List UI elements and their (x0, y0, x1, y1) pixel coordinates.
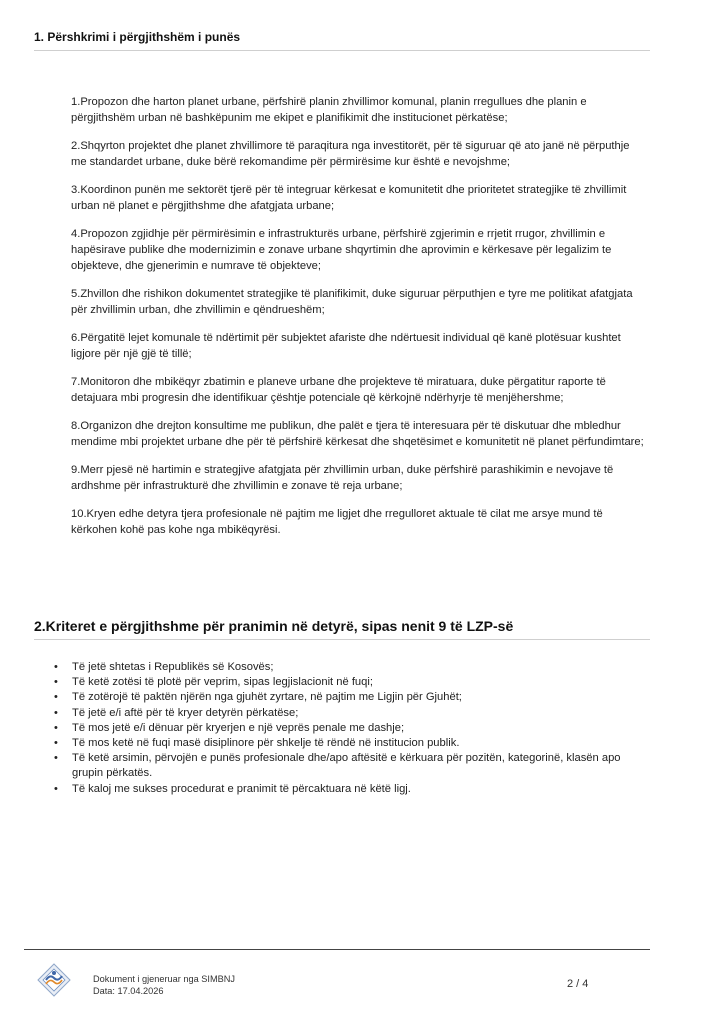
duty-item: 1.Propozon dhe harton planet urbane, përfshirë planin zhvillimor komunal, planin rregullues dhe planin e përgjithshëm urban në bashkëpunim me ekipet e planifikimit dhe institucionet përkatëse; (71, 96, 587, 124)
simbnj-logo-icon (36, 962, 72, 998)
duty-item: 3.Koordinon punën me sektorët tjerë për të integruar kërkesat e komunitetit dhe prioritetet strategjike të zhvillimit urban në planet e përgjithshme dhe afatgjata urbane; (71, 184, 627, 212)
criteria-item: • Të ketë zotësi të plotë për veprim, sipas legjislacionit në fuqi; (54, 675, 650, 690)
duty-item: 6.Përgatitë lejet komunale të ndërtimit për subjektet afariste dhe ndërtuesit individual që kanë plotësuar kushtet ligjore për një gjë të tillë; (71, 332, 621, 360)
section-1-title: 1. Përshkrimi i përgjithshëm i punës (34, 30, 241, 44)
criteria-item: • Të kaloj me sukses procedurat e pranimit të përcaktuara në këtë ligj. (54, 782, 650, 797)
duty-item: 5.Zhvillon dhe rishikon dokumentet strategjike të planifikimit, duke siguruar përputhjen e tyre me politikat afatgjata për zhvillimin urban, dhe zhvillimin e qëndrueshëm; (71, 288, 633, 316)
footer-divider (24, 949, 650, 950)
footer-generated-by: Dokument i gjeneruar nga SIMBNJ (93, 974, 235, 984)
footer-info (93, 973, 235, 997)
duty-item: 10.Kryen edhe detyra tjera profesionale në pajtim me ligjet dhe rregulloret aktuale të cilat me arsye mund të kërkohen kohë pas kohe nga mbikëqyrësi. (71, 508, 603, 536)
criteria-list (54, 660, 650, 797)
criteria-item: • Të zotërojë të paktën njërën nga gjuhët zyrtare, në pajtim me Ligjin për Gjuhët; (54, 690, 650, 705)
section-2-header (34, 618, 650, 640)
duty-item: 4.Propozon zgjidhje për përmirësimin e infrastrukturës urbane, përfshirë zgjerimin e rrjetit rrugor, zhvillimin e hapësirave publike dhe modernizimin e zonave urbane shqyrtimin dhe aprovimin e kërkesave për legalizim te objekteve, dhe gjenerimin e numrave të objekteve; (71, 228, 612, 272)
section-2-title: 2.Kriteret e përgjithshme për pranimin në detyrë, sipas nenit 9 të LZP-së (34, 618, 514, 634)
duty-item: 9.Merr pjesë në hartimin e strategjive afatgjata për zhvillimin urban, duke përfshirë parashikimin e nevojave të ardhshme për infrastrukturë dhe zhvillimin e zonave të reja urbane; (71, 464, 614, 492)
criteria-item: • Të mos ketë në fuqi masë disiplinore për shkelje të rëndë në institucion publik. (54, 736, 650, 751)
duty-item: 2.Shqyrton projektet dhe planet zhvillimore të paraqitura nga investitorët, për të siguruar që ato janë në përputhje me standardet urbane, duke bërë rekomandime për përmirësime kur është e nevojshme; (71, 140, 630, 168)
page-number: 2 / 4 (567, 978, 589, 990)
section-1-header (34, 30, 650, 51)
duty-item: 8.Organizon dhe drejton konsultime me publikun, dhe palët e tjera të interesuara për të diskutuar dhe mbledhur mendime mbi projektet urbane dhe për të përfshirë kërkesat dhe shqetësimet e komunitetit në planet përfundimtare; (71, 420, 644, 448)
duty-item: 7.Monitoron dhe mbikëqyr zbatimin e planeve urbane dhe projekteve të miratuara, duke përgatitur raporte të detajuara mbi progresin dhe identifikuar çështje potenciale që kërkojnë ndërhyrje të menjëhershme; (71, 376, 606, 404)
footer-date: Data: 17.04.2026 (93, 986, 164, 996)
duties-list (71, 94, 645, 550)
criteria-item: • Të jetë e/i aftë për të kryer detyrën përkatëse; (54, 706, 650, 721)
criteria-item: • Të jetë shtetas i Republikës së Kosovës; (54, 660, 650, 675)
criteria-item: • Të mos jetë e/i dënuar për kryerjen e një veprës penale me dashje; (54, 721, 650, 736)
criteria-item: • Të ketë arsimin, përvojën e punës profesionale dhe/apo aftësitë e kërkuara për pozitën, kategorinë, klasën apo grupin përkatës. (54, 751, 650, 781)
